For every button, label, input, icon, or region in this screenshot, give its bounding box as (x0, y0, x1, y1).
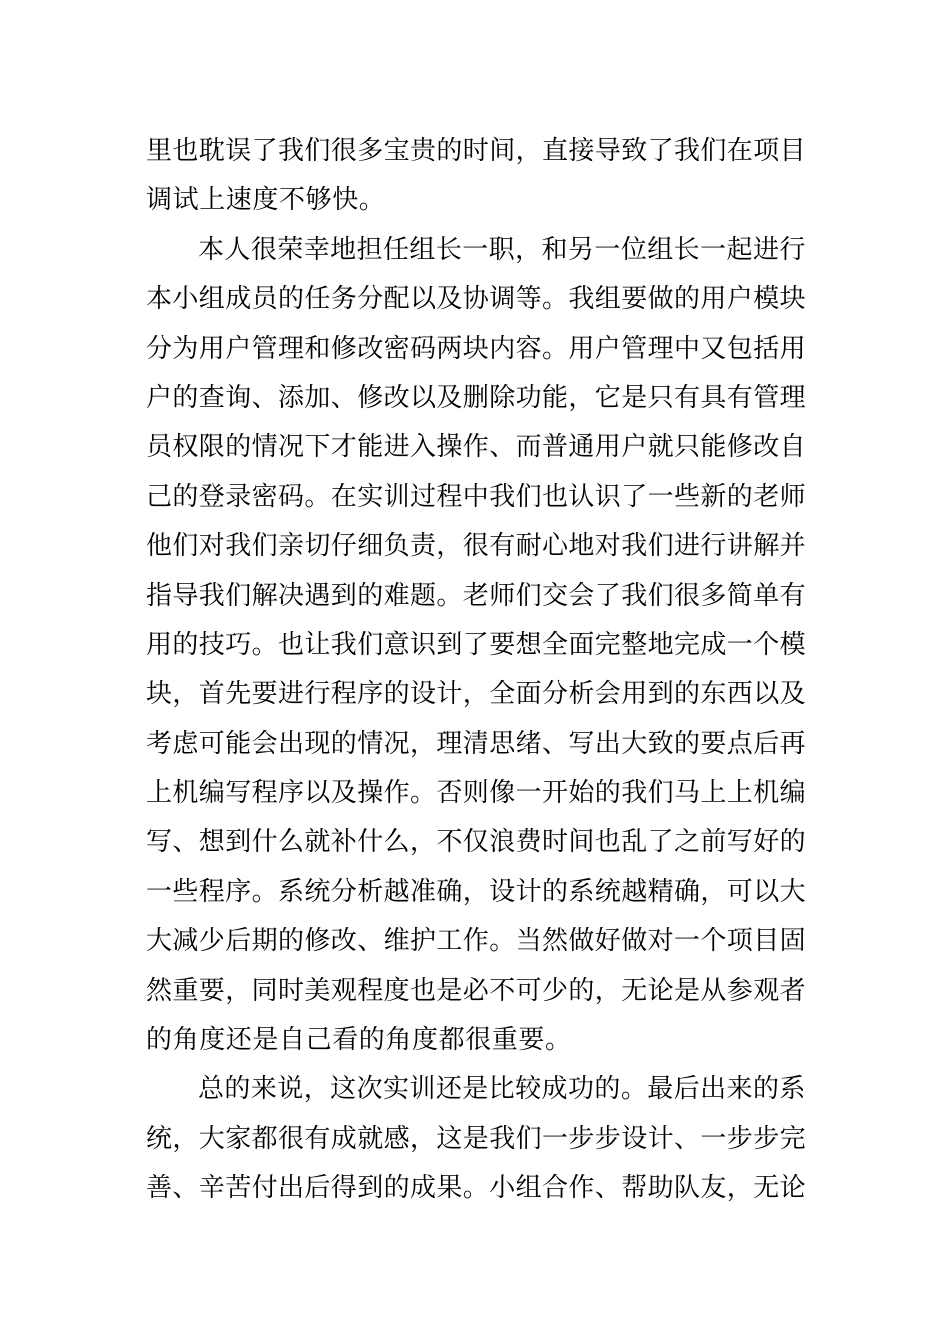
text-line: 户的查询、添加、修改以及删除功能，它是只有具有管理 (146, 382, 807, 413)
text-line: 上机编写程序以及操作。否则像一开始的我们马上上机编 (146, 778, 807, 809)
text-line: 写、想到什么就补什么，不仅浪费时间也乱了之前写好的 (146, 827, 807, 858)
text-line: 指导我们解决遇到的难题。老师们交会了我们很多简单有 (146, 580, 807, 611)
text-line: 块，首先要进行程序的设计，全面分析会用到的东西以及 (146, 679, 807, 710)
text-line: 里也耽误了我们很多宝贵的时间，直接导致了我们在项目 (146, 136, 807, 166)
text-line: 考虑可能会出现的情况，理清思绪、写出大致的要点后再 (146, 728, 807, 759)
text-line: 己的登录密码。在实训过程中我们也认识了一些新的老师 (146, 481, 807, 512)
paragraph-first-line: 总的来说，这次实训还是比较成功的。最后出来的系 (198, 1074, 806, 1105)
text-line: 大减少后期的修改、维护工作。当然做好做对一个项目固 (146, 926, 807, 957)
text-line: 员权限的情况下才能进入操作、而普通用户就只能修改自 (146, 432, 807, 463)
text-line: 本小组成员的任务分配以及协调等。我组要做的用户模块 (146, 284, 807, 315)
text-line: 然重要，同时美观程度也是必不可少的，无论是从参观者 (146, 975, 807, 1006)
text-line: 一些程序。系统分析越准确，设计的系统越精确，可以大 (146, 876, 807, 907)
text-line: 他们对我们亲切仔细负责，很有耐心地对我们进行讲解并 (146, 531, 807, 562)
paragraph-first-line: 本人很荣幸地担任组长一职，和另一位组长一起进行 (198, 234, 806, 265)
text-line: 善、辛苦付出后得到的成果。小组合作、帮助队友，无论 (146, 1173, 807, 1204)
text-line: 统，大家都很有成就感，这是我们一步步设计、一步步完 (146, 1123, 807, 1154)
text-line: 调试上速度不够快。 (146, 185, 386, 216)
text-line: 的角度还是自己看的角度都很重要。 (146, 1025, 572, 1056)
document-body (146, 127, 806, 1214)
text-line: 用的技巧。也让我们意识到了要想全面完整地完成一个模 (146, 629, 807, 660)
text-line: 分为用户管理和修改密码两块内容。用户管理中又包括用 (146, 333, 807, 364)
